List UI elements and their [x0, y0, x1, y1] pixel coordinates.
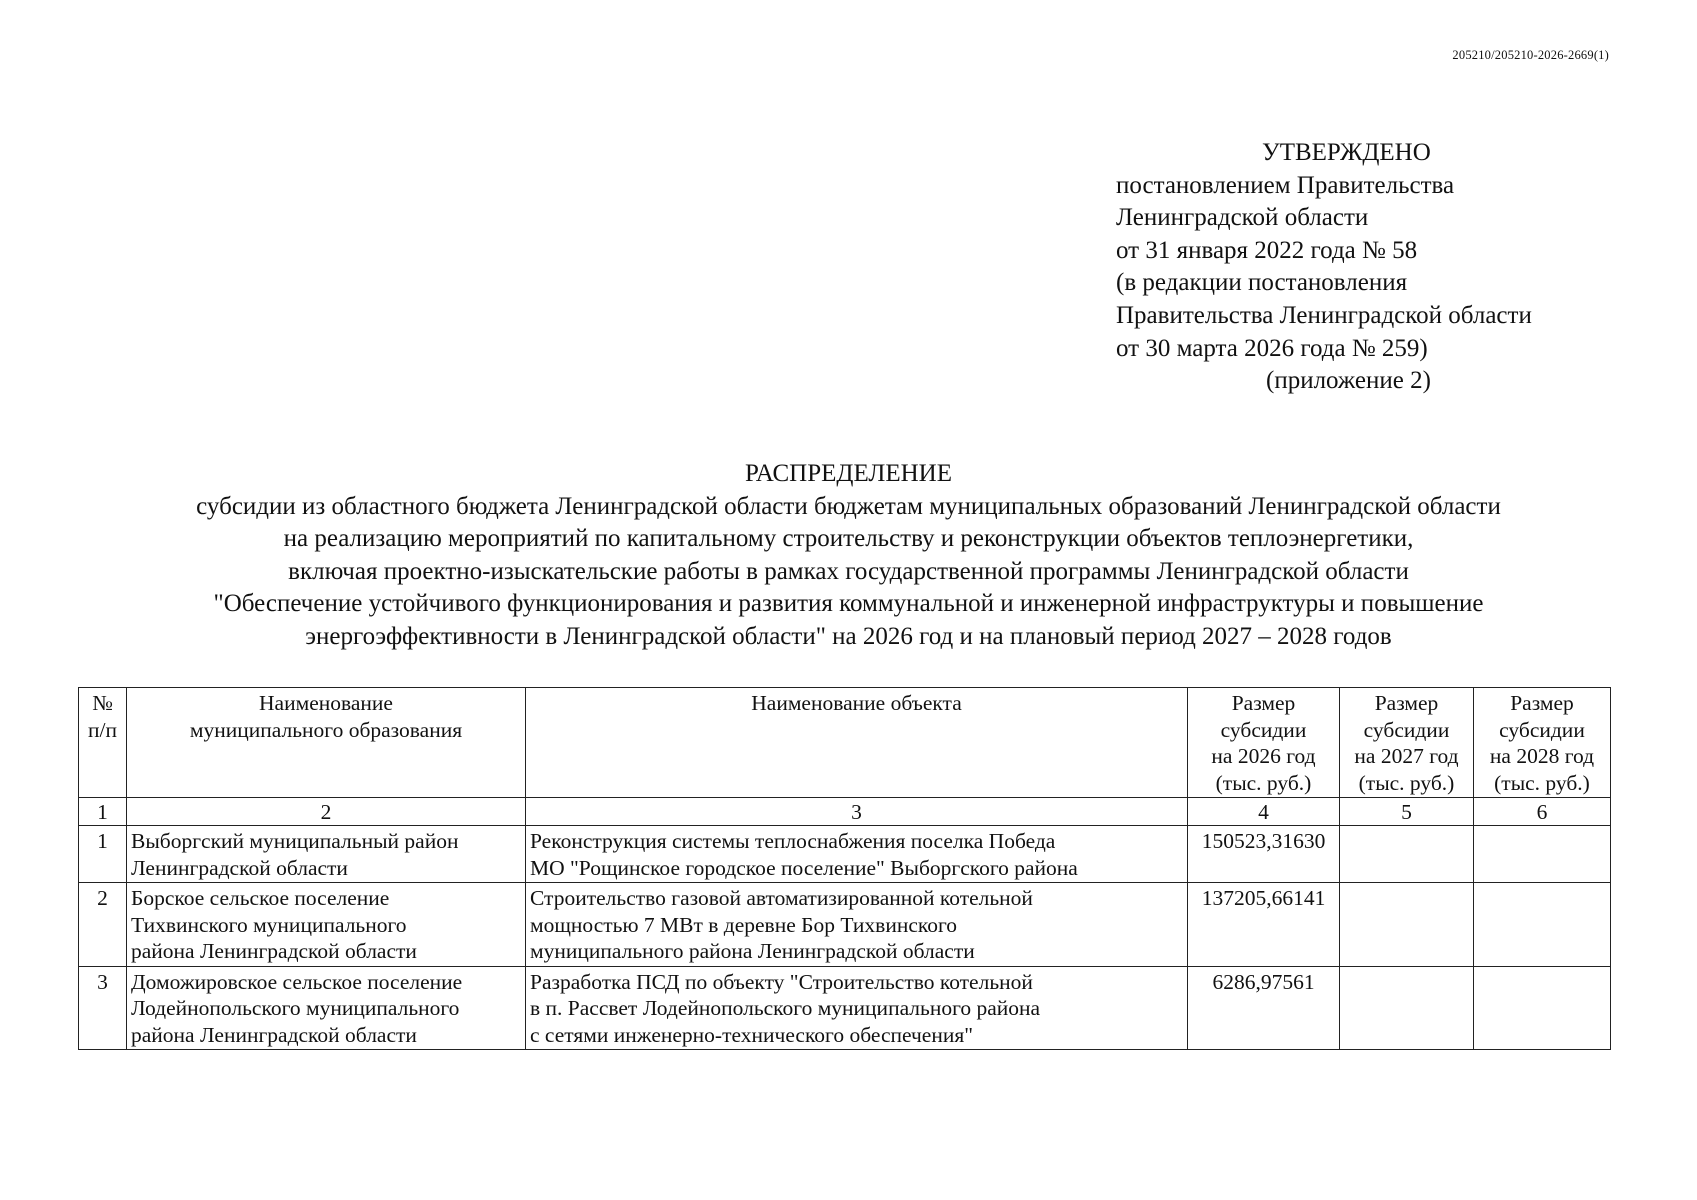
header-text: Размер	[1231, 691, 1296, 715]
row-municipality	[127, 883, 526, 967]
approval-title: УТВЕРЖДЕНО	[1262, 139, 1431, 166]
header-text: Наименование	[259, 691, 393, 715]
document-heading	[0, 458, 1697, 653]
header-text: субсидии	[1499, 717, 1585, 742]
header-text: на 2026 год	[1211, 744, 1316, 768]
row-subsidy-2028	[1474, 826, 1611, 883]
cell-line: Разработка ПСД по объекту "Строительство котельной	[530, 969, 1033, 994]
approval-line: (в редакции постановления	[1116, 269, 1408, 297]
table-header-row	[79, 688, 1611, 798]
cell-line: Реконструкция системы теплоснабжения поселка Победа	[530, 829, 1056, 853]
heading-line: "Обеспечение устойчивого функционирования и развития коммунальной и инженерной инфраструктуры и повышение	[213, 590, 1484, 617]
header-text: Наименование объекта	[751, 691, 962, 715]
row-subsidy-2028	[1474, 966, 1611, 1050]
cell-line: Доможировское сельское поселение	[131, 969, 463, 994]
subsidy-table	[78, 687, 1611, 1050]
row-subsidy-2028	[1474, 883, 1611, 967]
row-subsidy-2026: 150523,31630	[1188, 826, 1340, 883]
header-object	[526, 688, 1188, 798]
header-text: на 2028 год	[1489, 744, 1595, 768]
cell-line: района Ленинградской области	[131, 939, 417, 963]
heading-line: субсидии из областного бюджета Ленинградской области бюджетам муниципальных образований Ленинградской области	[196, 492, 1501, 520]
header-text: (тыс. руб.)	[1358, 770, 1455, 795]
header-municipality	[127, 688, 526, 798]
column-number-row	[79, 798, 1611, 826]
cell-line: в п. Рассвет Лодейнопольского муниципального района	[530, 996, 1041, 1020]
header-2027	[1340, 688, 1474, 798]
cell-line: района Ленинградской области	[131, 1022, 417, 1047]
header-text: п/п	[88, 717, 117, 742]
row-num: 1	[79, 826, 127, 883]
row-subsidy-2027	[1340, 883, 1474, 967]
row-object	[526, 966, 1188, 1050]
header-text: Размер	[1510, 691, 1574, 715]
header-text: №	[92, 691, 113, 715]
header-2026	[1188, 688, 1340, 798]
row-num: 3	[79, 966, 127, 1050]
approval-line: постановлением Правительства	[1116, 171, 1455, 199]
row-subsidy-2027	[1340, 826, 1474, 883]
cell-line: с сетями инженерно-технического обеспечения"	[530, 1022, 974, 1047]
heading-line: энергоэффективности в Ленинградской области" на 2026 год и на плановый период 2027 – 2028 годов	[305, 622, 1392, 650]
row-municipality	[127, 966, 526, 1050]
row-subsidy-2026: 137205,66141	[1188, 883, 1340, 967]
approval-block	[1116, 137, 1636, 398]
column-number: 2	[127, 798, 526, 826]
row-object	[526, 826, 1188, 883]
header-text: на 2027 год	[1354, 744, 1459, 768]
table-row	[79, 826, 1611, 883]
header-text: (тыс. руб.)	[1494, 770, 1590, 795]
document-id: 205210/205210-2026-2669(1)	[1452, 48, 1609, 62]
heading-line: включая проектно-изыскательские работы в рамках государственной программы Ленинградской области	[288, 557, 1409, 585]
approval-appendix: (приложение 2)	[1266, 367, 1431, 395]
header-text: субсидии	[1363, 717, 1450, 742]
cell-line: МО "Рощинское городское поселение" Выборгского района	[530, 855, 1078, 880]
header-text: Размер	[1374, 691, 1439, 715]
approval-line: от 30 марта 2026 года № 259)	[1116, 334, 1428, 362]
row-municipality	[127, 826, 526, 883]
cell-line: муниципального района Ленинградской области	[530, 939, 975, 963]
table-row	[79, 883, 1611, 967]
column-number: 1	[79, 798, 127, 826]
cell-line: Борское сельское поселение	[131, 886, 390, 910]
header-text: субсидии	[1220, 717, 1307, 742]
approval-line: от 31 января 2022 года № 58	[1116, 236, 1418, 264]
cell-line: мощностью 7 МВт в деревне Бор Тихвинского	[530, 912, 958, 937]
column-number: 4	[1188, 798, 1340, 826]
heading-title: РАСПРЕДЕЛЕНИЕ	[744, 460, 953, 487]
row-num: 2	[79, 883, 127, 967]
column-number: 6	[1474, 798, 1611, 826]
column-number: 5	[1340, 798, 1474, 826]
row-subsidy-2026: 6286,97561	[1188, 966, 1340, 1050]
cell-line: Ленинградской области	[131, 855, 348, 880]
cell-line: Лодейнопольского муниципального	[131, 996, 460, 1020]
header-2028	[1474, 688, 1611, 798]
cell-line: Выборгский муниципальный район	[131, 829, 459, 853]
table-row	[79, 966, 1611, 1050]
approval-line: Ленинградской области	[1116, 204, 1369, 232]
header-num	[79, 688, 127, 798]
cell-line: Строительство газовой автоматизированной котельной	[530, 886, 1033, 910]
column-number: 3	[526, 798, 1188, 826]
approval-line: Правительства Ленинградской области	[1116, 301, 1532, 329]
row-subsidy-2027	[1340, 966, 1474, 1050]
heading-line: на реализацию мероприятий по капитальному строительству и реконструкции объектов теплоэнергетики,	[283, 525, 1414, 552]
row-object	[526, 883, 1188, 967]
header-text: (тыс. руб.)	[1215, 770, 1312, 795]
header-text: муниципального образования	[189, 717, 463, 742]
cell-line: Тихвинского муниципального	[131, 912, 407, 937]
